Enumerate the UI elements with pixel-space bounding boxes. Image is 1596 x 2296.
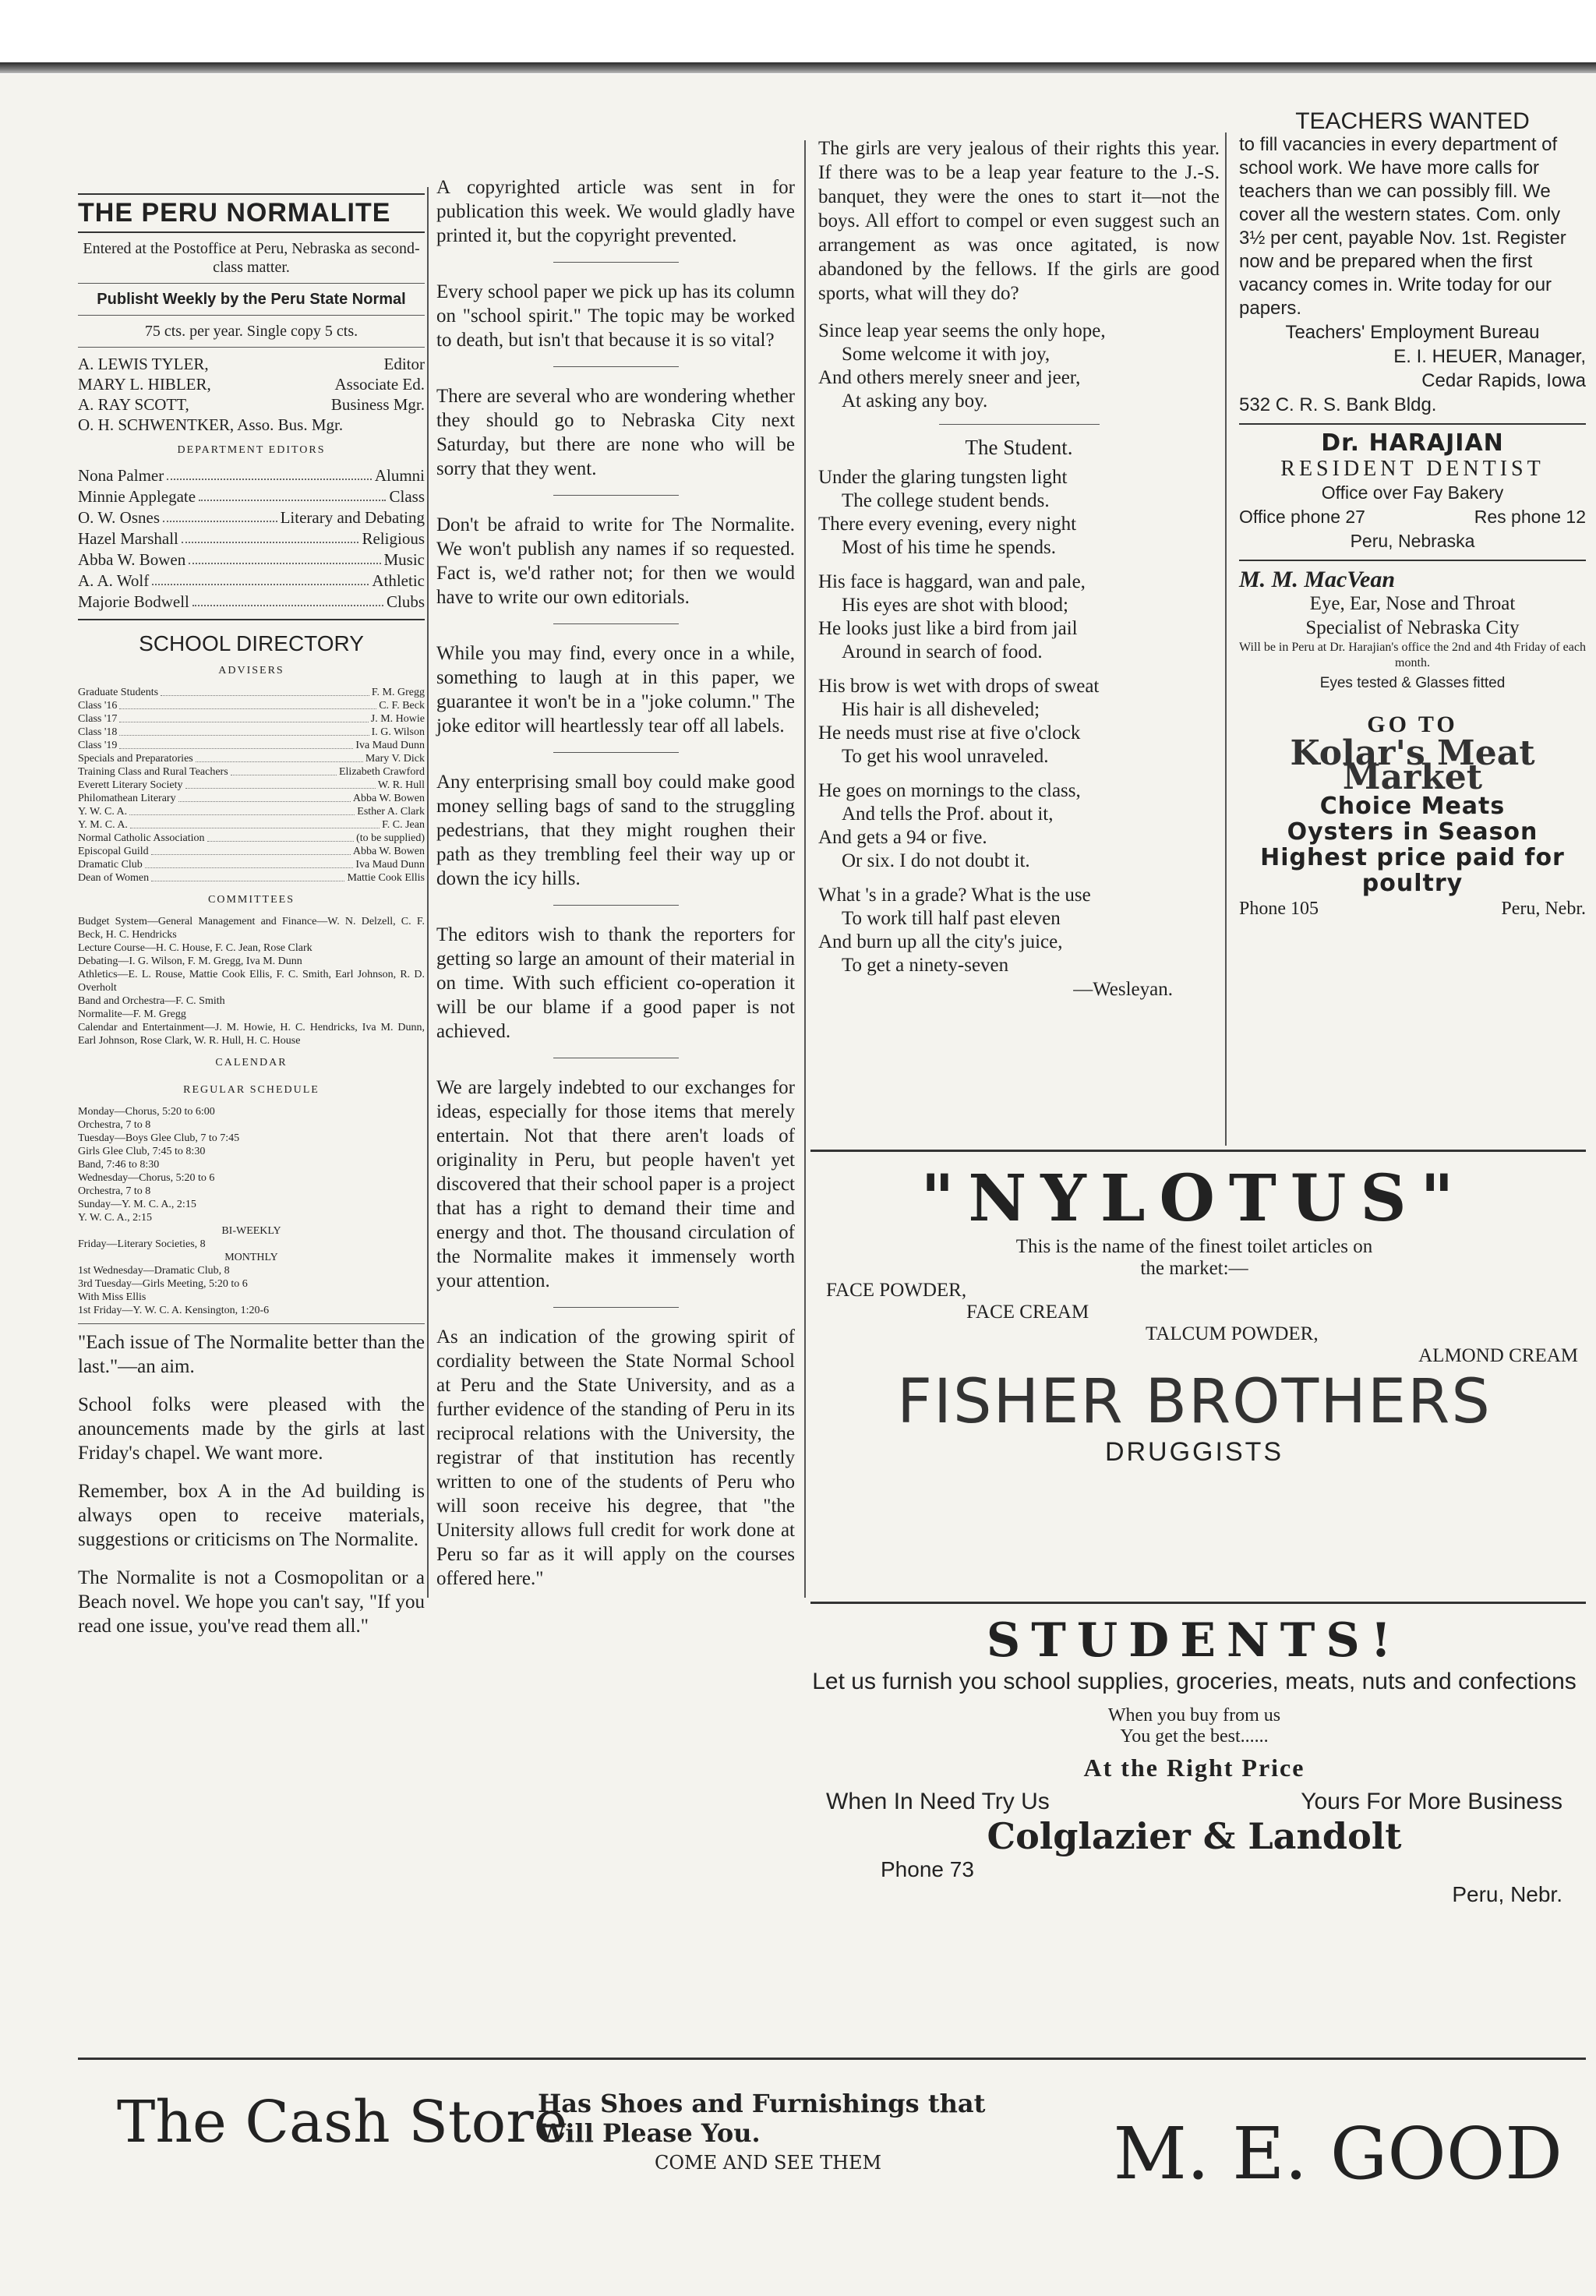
dot-leader [189, 549, 380, 564]
dot-leader [151, 845, 351, 855]
cash-store-ad [78, 2073, 1586, 2237]
harajian-name: Dr. HARAJIAN [1321, 429, 1504, 457]
dept-editor-row [78, 549, 425, 570]
calendar-line: 3rd Tuesday—Girls Meeting, 5:20 to 6 [78, 1278, 248, 1290]
dot-leader [199, 486, 386, 501]
harajian-office-phone: Office phone 27 [1239, 507, 1365, 527]
paragraph: The Normalite is not a Cosmopolitan or a Beach novel. We hope you can't say, "If you read one issue, you've read them all." [78, 1567, 425, 1637]
dept-editor-name: O. W. Osnes [78, 508, 161, 527]
committee-line: Lecture Course—H. C. House, F. C. Jean, Rose Clark [78, 942, 312, 954]
kolar-name: Kolar's Meat Market [1290, 733, 1535, 797]
divider [78, 619, 425, 620]
cash-store-name: The Cash Store [117, 2089, 568, 2156]
directory-title: SCHOOL DIRECTORY [139, 631, 364, 655]
kolar-line4: poultry [1361, 870, 1464, 897]
committee-line: Normalite—F. M. Gregg [78, 1008, 186, 1020]
adviser-name: F. C. Jean [382, 819, 425, 831]
staff-name: A. LEWIS TYLER, [78, 355, 209, 373]
poem-line: His hair is all disheveled; [842, 699, 1040, 720]
leap-year-paragraph: The girls are very jealous of their rights this year. If there was to be a leap year feature to the J.-S. banquet, they were the ones to start it—not the boys. All effort to compel or even suggest such an arrangement as was once agitated, is now abandoned by the fellows. If the girls are good sports, what will they do? [818, 138, 1220, 304]
poem-line: Under the glaring tungsten light [818, 467, 1068, 488]
adviser-group: Episcopal Guild [78, 846, 149, 857]
scan-edge [0, 62, 1596, 73]
dept-editor-name: A. A. Wolf [78, 571, 150, 590]
calendar-line: Orchestra, 7 to 8 [78, 1185, 151, 1197]
adviser-row [78, 739, 425, 752]
poem-line: And burn up all the city's juice, [818, 931, 1063, 952]
adviser-row [78, 712, 425, 726]
nylotus-item-2: FACE CREAM [966, 1302, 1089, 1323]
paragraph: We are largely indebted to our exchanges for ideas, especially for those items that merely entertain. Not that there aren't loads of originality in Peru, but people haven't yet discovered that their school paper is a project that has a right to demand their time and energy and thot. The thousand circulation of the Normalite makes it immensely worth your attention. [436, 1077, 795, 1291]
adviser-group: Y. M. C. A. [78, 819, 128, 831]
nylotus-name: "NYLOTUS" [920, 1161, 1468, 1236]
poem-body [818, 466, 1220, 977]
stanza-gap [818, 873, 1220, 884]
dept-editor-name: Nona Palmer [78, 466, 164, 485]
staff-row [78, 394, 425, 415]
adviser-group: Class '18 [78, 726, 118, 738]
calendar-line: Monday—Chorus, 5:20 to 6:00 [78, 1106, 215, 1118]
students-title: STUDENTS! [986, 1613, 1403, 1668]
adviser-group: Dean of Women [78, 872, 150, 884]
students-ad [810, 1613, 1578, 2050]
adviser-group: Class '19 [78, 740, 118, 751]
dept-editor-row [78, 465, 425, 486]
kolar-line2: Oysters in Season [1287, 818, 1538, 846]
staff-list [78, 354, 425, 435]
adviser-name: Iva Maud Dunn [355, 859, 425, 871]
dept-editor-dept: Athletic [372, 571, 425, 590]
divider [78, 1323, 425, 1324]
adviser-name: C. F. Beck [379, 700, 425, 712]
divider [553, 752, 679, 753]
divider [1239, 560, 1586, 561]
divider [78, 347, 425, 348]
dot-leader [182, 528, 359, 543]
column-rule [1225, 132, 1227, 1146]
adviser-name: (to be supplied) [356, 832, 425, 844]
students-line1: Let us furnish you school supplies, groceries, meats, nuts and confections [812, 1669, 1577, 1694]
dept-editor-dept: Clubs [386, 592, 425, 611]
committee-line: Calendar and Entertainment—J. M. Howie, H. C. Hendricks, Iva M. Dunn, Earl Johnson, Rose Clark, W. R. Hull, H. C. House [78, 1022, 425, 1047]
poem-line: There every evening, every night [818, 514, 1077, 535]
calendar-heading: CALENDAR [215, 1057, 288, 1069]
dot-leader [167, 465, 372, 480]
adviser-name: W. R. Hull [377, 779, 425, 791]
students-taglines [810, 1789, 1578, 1815]
fisher-sub: DRUGGISTS [1104, 1437, 1284, 1467]
leap-year-verse [818, 320, 1220, 413]
divider [939, 424, 1100, 425]
students-line4: At the Right Price [1083, 1754, 1305, 1782]
cash-store-owner: M. E. GOOD [1113, 2112, 1562, 2195]
poem-line: To get a ninety-seven [842, 955, 1009, 976]
stanza-gap [818, 664, 1220, 675]
adviser-row [78, 871, 425, 885]
dept-editor-row [78, 570, 425, 592]
macvean-line3: Will be in Peru at Dr. Harajian's office the 2nd and 4th Friday of each month. [1239, 641, 1586, 669]
cash-line2: Will Please You. [538, 2118, 761, 2148]
divider [553, 495, 679, 496]
dept-editor-row [78, 507, 425, 528]
paragraph: Remember, box A in the Ad building is always open to receive materials, suggestions or criticisms on The Normalite. [78, 1481, 425, 1550]
footer-rule [78, 2058, 1586, 2060]
divider [78, 193, 425, 195]
adviser-group: Class '16 [78, 700, 118, 712]
calendar-line: Band, 7:46 to 8:30 [78, 1159, 160, 1171]
ad-rule [810, 1602, 1586, 1604]
divider [78, 231, 425, 233]
price-line: 75 cts. per year. Single copy 5 cts. [144, 323, 358, 340]
students-city: Peru, Nebr. [1452, 1882, 1562, 1906]
paragraph: "Each issue of The Normalite better than the last."—an aim. [78, 1332, 425, 1377]
dept-heading: DEPARTMENT EDITORS [177, 444, 326, 456]
paragraph: A copyrighted article was sent in for publication this week. We would gladly have printed it, but the copyright prevented. [436, 177, 795, 246]
adviser-row [78, 845, 425, 858]
adviser-name: Iva Maud Dunn [355, 740, 425, 751]
adviser-name: Elizabeth Crawford [338, 766, 425, 778]
editorial-paragraphs [436, 175, 795, 1591]
poem-attribution: —Wesleyan. [1073, 979, 1173, 1000]
committees-heading: COMMITTEES [208, 894, 295, 906]
macvean-line2: Specialist of Nebraska City [1305, 617, 1520, 638]
dept-editor-name: Majorie Bodwell [78, 592, 189, 611]
adviser-group: Training Class and Rural Teachers [78, 766, 228, 778]
dot-leader [185, 779, 376, 789]
adviser-name: Abba W. Bowen [352, 793, 425, 804]
dot-leader [119, 712, 368, 722]
poem-line: His eyes are shot with blood; [842, 595, 1068, 616]
calendar-list [78, 1105, 425, 1317]
adviser-group: Normal Catholic Association [78, 832, 205, 844]
adviser-row [78, 752, 425, 765]
dot-leader [129, 805, 355, 815]
adviser-name: Esther A. Clark [357, 806, 425, 818]
staff-row [78, 374, 425, 394]
staff-role: Editor [383, 355, 425, 373]
dept-editor-name: Minnie Applegate [78, 487, 196, 506]
dot-leader [161, 686, 369, 696]
paragraph: While you may find, every once in a while, something to laugh at in this paper, we guarantee it won't be in a "joke column." The joke editor will heartlessly tear off all labels. [436, 643, 795, 736]
students-line2: When you buy from us [1107, 1705, 1281, 1726]
calendar-line: Y. W. C. A., 2:15 [78, 1212, 153, 1224]
calendar-line: Tuesday—Boys Glee Club, 7 to 7:45 [78, 1132, 240, 1144]
poem-line: Or six. I do not doubt it. [842, 850, 1030, 871]
kolar-line3: Highest price paid for [1260, 844, 1565, 871]
teachers-city: Cedar Rapids, Iowa [1421, 370, 1586, 391]
verse-line: Some welcome it with joy, [842, 344, 1050, 365]
nylotus-item-1: FACE POWDER, [826, 1280, 967, 1301]
staff-role: Associate Ed. [334, 375, 425, 394]
nylotus-ad [810, 1161, 1578, 1598]
paragraph: The editors wish to thank the reporters for getting so large an amount of their material in on time. With such efficient co-operation it will be our blame if a good paper is not achieved. [436, 924, 795, 1042]
dot-leader [178, 792, 351, 802]
kolar-line1: Choice Meats [1319, 793, 1506, 820]
column-rule [427, 187, 429, 1598]
nylotus-item-3: TALCUM POWDER, [1146, 1323, 1319, 1344]
staff-row [78, 354, 425, 374]
divider [553, 262, 679, 263]
committee-line: Athletics—E. L. Rouse, Mattie Cook Ellis, F. C. Smith, Earl Johnson, R. D. Overholt [78, 969, 425, 994]
ad-rule [810, 1150, 1586, 1152]
column-ads [1239, 109, 1586, 921]
adviser-name: Mattie Cook Ellis [347, 872, 425, 884]
dept-editor-dept: Religious [362, 529, 425, 548]
adviser-row [78, 686, 425, 699]
students-phone: Phone 73 [881, 1857, 974, 1881]
staff-name: MARY L. HIBLER, [78, 375, 211, 394]
teachers-ad-body: to fill vacancies in every department of school work. We have more calls for teachers than we can possibly fill. We cover all the western states. Com. only 3½ per cent, payable Nov. 1st. Register now and be prepared when the first vacancy comes in. Write today for our papers. [1239, 134, 1566, 319]
poem-line: Around in search of food. [842, 641, 1043, 662]
poem-line: To work till half past eleven [842, 908, 1061, 929]
adviser-group: Graduate Students [78, 687, 159, 698]
stanza-gap [818, 768, 1220, 779]
dept-editor-dept: Music [383, 550, 425, 569]
colglazier-name: Colglazier & Landolt [987, 1815, 1402, 1857]
poem-line: To get his wool unraveled. [842, 746, 1049, 767]
poem-line: And tells the Prof. about it, [842, 804, 1054, 825]
paragraph: Every school paper we pick up has its column on "school spirit." The topic may be worked to death, but isn't that because it is so vital? [436, 281, 795, 351]
calendar-line: Wednesday—Chorus, 5:20 to 6 [78, 1172, 215, 1184]
poem-line: He needs must rise at five o'clock [818, 722, 1081, 744]
paragraph: There are several who are wondering whether they should go to Nebraska City next Saturday, but there are none who will be sorry that they went. [436, 386, 795, 479]
column-masthead [78, 187, 425, 1652]
dept-editor-dept: Literary and Debating [280, 508, 425, 527]
staff-name: O. H. SCHWENTKER, Asso. Bus. Mgr. [78, 415, 344, 434]
adviser-name: Mary V. Dick [365, 753, 425, 765]
teachers-agency: Teachers' Employment Bureau [1285, 322, 1540, 343]
paragraph: As an indication of the growing spirit of cordiality between the State Normal School at Peru and the State University, and as a further evidence of the standing of Peru in its reciprocal relations with the University, the registrar of that institution has recently written to one of the students of Peru who will soon receive his degree, that "the Unitersity allows full credit for work done at Peru so far as it will apply on the courses offered here." [436, 1326, 795, 1589]
calendar-line: BI-WEEKLY [221, 1225, 281, 1237]
publisher-line: Publisht Weekly by the Peru State Normal [97, 291, 406, 308]
dot-leader [192, 592, 383, 606]
calendar-line: Orchestra, 7 to 8 [78, 1119, 151, 1131]
calendar-line: Sunday—Y. M. C. A., 2:15 [78, 1199, 196, 1210]
dept-editor-row [78, 486, 425, 507]
cash-line1: Has Shoes and Furnishings that [538, 2089, 986, 2118]
verse-line: And others merely sneer and jeer, [818, 367, 1081, 388]
dept-editor-name: Hazel Marshall [78, 529, 178, 548]
adviser-group: Specials and Preparatories [78, 753, 193, 765]
dot-leader [119, 726, 369, 736]
committee-line: Debating—I. G. Wilson, F. M. Gregg, Iva M. Dunn [78, 955, 302, 967]
kolar-footer [1239, 897, 1586, 921]
poem-title: The Student. [965, 436, 1073, 459]
calendar-line: Girls Glee Club, 7:45 to 8:30 [78, 1146, 206, 1157]
paragraph: Any enterprising small boy could make good money selling bags of sand to the struggling pedestrians, that they might roughen their path as they trembling feel their way up or down the icy hills. [436, 772, 795, 889]
dot-leader [152, 570, 369, 585]
divider [78, 283, 425, 284]
column-1-paragraphs [78, 1330, 425, 1638]
column-poems [818, 136, 1220, 1001]
dot-leader [119, 699, 376, 709]
adviser-row [78, 779, 425, 792]
dot-leader [130, 818, 380, 828]
cash-line3: COME AND SEE THEM [655, 2152, 882, 2174]
adviser-row [78, 792, 425, 805]
dept-editor-row [78, 592, 425, 613]
committee-line: Budget System—General Management and Finance—W. N. Delzell, C. F. Beck, H. C. Hendricks [78, 916, 425, 941]
harajian-title: RESIDENT DENTIST [1280, 457, 1545, 481]
masthead-title: THE PERU NORMALITE [78, 198, 391, 228]
dept-editors-list [78, 465, 425, 613]
column-editorials [436, 175, 795, 1605]
regular-schedule-heading: REGULAR SCHEDULE [183, 1084, 320, 1096]
advisers-list [78, 686, 425, 885]
divider [553, 1307, 679, 1308]
paragraph: Don't be afraid to write for The Normalite. We won't publish any names if so requested. Fact is, we'd rather not; for then we would have to write our own editorials. [436, 514, 795, 608]
adviser-row [78, 858, 425, 871]
dot-leader [231, 765, 337, 775]
kolar-phone: Phone 105 [1239, 899, 1319, 919]
kolar-city: Peru, Nebr. [1501, 899, 1586, 919]
paragraph: School folks were pleased with the anouncements made by the girls at last Friday's chapel. We want more. [78, 1394, 425, 1464]
macvean-line4: Eyes tested & Glasses fitted [1319, 675, 1506, 691]
adviser-row [78, 818, 425, 832]
adviser-group: Dramatic Club [78, 859, 143, 871]
poem-line: He goes on mornings to the class, [818, 780, 1081, 801]
dot-leader [163, 507, 277, 522]
poem-line: The college student bends. [842, 490, 1050, 511]
adviser-row [78, 699, 425, 712]
verse-line: At asking any boy. [842, 390, 988, 412]
adviser-group: Y. W. C. A. [78, 806, 128, 818]
adviser-name: I. G. Wilson [371, 726, 425, 738]
calendar-line: With Miss Ellis [78, 1291, 147, 1303]
dot-leader [207, 832, 355, 842]
dot-leader [151, 871, 344, 881]
dept-editor-dept: Class [389, 487, 425, 506]
dept-editor-dept: Alumni [374, 466, 425, 485]
calendar-line: 1st Wednesday—Dramatic Club, 8 [78, 1265, 230, 1277]
dot-leader [145, 858, 354, 868]
adviser-row [78, 805, 425, 818]
adviser-row [78, 726, 425, 739]
macvean-name: M. M. MacVean [1239, 567, 1396, 592]
committees-list [78, 915, 425, 1047]
calendar-line: MONTHLY [224, 1252, 278, 1263]
teachers-manager: E. I. HEUER, Manager, [1393, 346, 1586, 367]
stanza-gap [818, 560, 1220, 570]
staff-role: Business Mgr. [330, 395, 425, 414]
harajian-phones [1239, 505, 1586, 529]
poem-line: His face is haggard, wan and pale, [818, 571, 1086, 592]
adviser-name: J. M. Howie [370, 713, 425, 725]
adviser-group: Philomathean Literary [78, 793, 176, 804]
calendar-line: 1st Friday—Y. W. C. A. Kensington, 1:20-6 [78, 1305, 270, 1316]
macvean-line1: Eye, Ear, Nose and Throat [1309, 593, 1516, 614]
kolar-goto: GO TO [1367, 712, 1458, 737]
students-line6: Yours For More Business [1301, 1789, 1562, 1814]
divider [553, 366, 679, 367]
staff-row [78, 415, 425, 435]
adviser-group: Class '17 [78, 713, 118, 725]
adviser-name: F. M. Gregg [371, 687, 425, 698]
poem-line: He looks just like a bird from jail [818, 618, 1078, 639]
adviser-group: Everett Literary Society [78, 779, 183, 791]
adviser-row [78, 832, 425, 845]
dot-leader [119, 739, 353, 749]
cash-store-copy [538, 2089, 985, 2178]
teachers-ad-title: TEACHERS WANTED [1295, 108, 1530, 134]
adviser-row [78, 765, 425, 779]
staff-name: A. RAY SCOTT, [78, 395, 189, 414]
harajian-office: Office over Fay Bakery [1321, 482, 1504, 503]
teachers-address: 532 C. R. S. Bank Bldg. [1239, 394, 1437, 415]
poem-line: Most of his time he spends. [842, 537, 1056, 558]
dept-editor-name: Abba W. Bowen [78, 550, 186, 569]
harajian-res-phone: Res phone 12 [1474, 507, 1586, 527]
entry-notice: Entered at the Postoffice at Peru, Nebraska as second-class matter. [83, 240, 420, 276]
poem-line: And gets a 94 or five. [818, 827, 987, 848]
students-line3: You get the best...... [1120, 1726, 1269, 1747]
nylotus-desc: This is the name of the finest toilet articles on the market:— [1015, 1236, 1373, 1279]
calendar-line: Friday—Literary Societies, 8 [78, 1238, 206, 1250]
verse-line: Since leap year seems the only hope, [818, 320, 1106, 341]
harajian-city: Peru, Nebraska [1350, 531, 1475, 551]
poem-line: His brow is wet with drops of sweat [818, 676, 1100, 697]
divider [553, 623, 679, 624]
students-line5: When In Need Try Us [826, 1789, 1050, 1814]
advisers-heading: ADVISERS [218, 665, 284, 676]
fisher-brothers: FISHER BROTHERS [897, 1367, 1492, 1437]
nylotus-item-4: ALMOND CREAM [1418, 1345, 1578, 1366]
column-rule [804, 140, 806, 1598]
divider [78, 315, 425, 316]
adviser-name: Abba W. Bowen [352, 846, 425, 857]
dept-editor-row [78, 528, 425, 549]
poem-line: What 's in a grade? What is the use [818, 885, 1091, 906]
committee-line: Band and Orchestra—F. C. Smith [78, 995, 225, 1007]
divider [553, 905, 679, 906]
divider [1239, 423, 1586, 425]
dot-leader [196, 752, 363, 762]
